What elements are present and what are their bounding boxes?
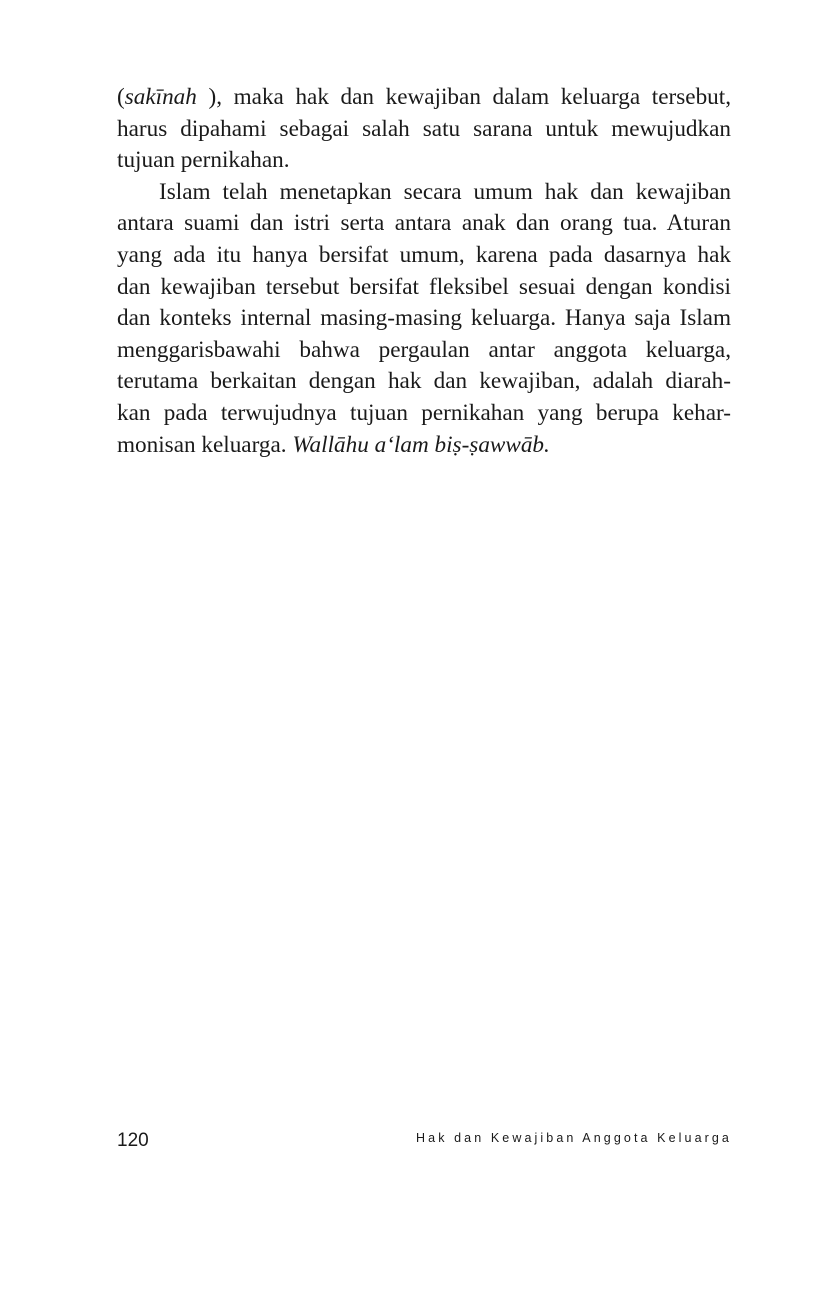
body-text: [117, 82, 731, 461]
text-line: kan pada terwujudnya tujuan pernikahan yang berupa kehar-: [117, 399, 731, 426]
text-line: tujuan pernikahan.: [117, 147, 290, 174]
running-title: Hak dan Kewajiban Anggota Keluarga: [416, 1131, 732, 1145]
italic-term: sakīnah: [124, 84, 197, 110]
text-line: monisan keluarga. Wallāhu a‘lam biṣ-ṣawwāb.: [117, 431, 550, 458]
paragraph-2: [117, 177, 731, 461]
text-line: terutama berkaitan dengan hak dan kewajiban, adalah diarah-: [117, 368, 731, 395]
text-line: Islam telah menetapkan secara umum hak dan kewajiban: [159, 178, 731, 205]
text-line: (sakīnah ), maka hak dan kewajiban dalam keluarga tersebut,: [117, 84, 731, 110]
text-line: dan kewajiban tersebut bersifat fleksibel sesuai dengan kondisi: [117, 273, 731, 300]
text-line: yang ada itu hanya bersifat umum, karena pada dasarnya hak: [117, 241, 731, 268]
text-line: menggarisbawahi bahwa pergaulan antar anggota keluarga,: [117, 336, 731, 363]
italic-closing-phrase: Wallāhu a‘lam biṣ-ṣawwāb.: [292, 431, 550, 458]
text-line: dan konteks internal masing-masing keluarga. Hanya saja Islam: [117, 305, 731, 332]
text-line: antara suami dan istri serta antara anak dan orang tua. Aturan: [117, 210, 731, 237]
text-line: harus dipahami sebagai salah satu sarana untuk mewujudkan: [117, 115, 731, 142]
page-number: 120: [117, 1130, 149, 1151]
paragraph-1: [117, 82, 731, 177]
